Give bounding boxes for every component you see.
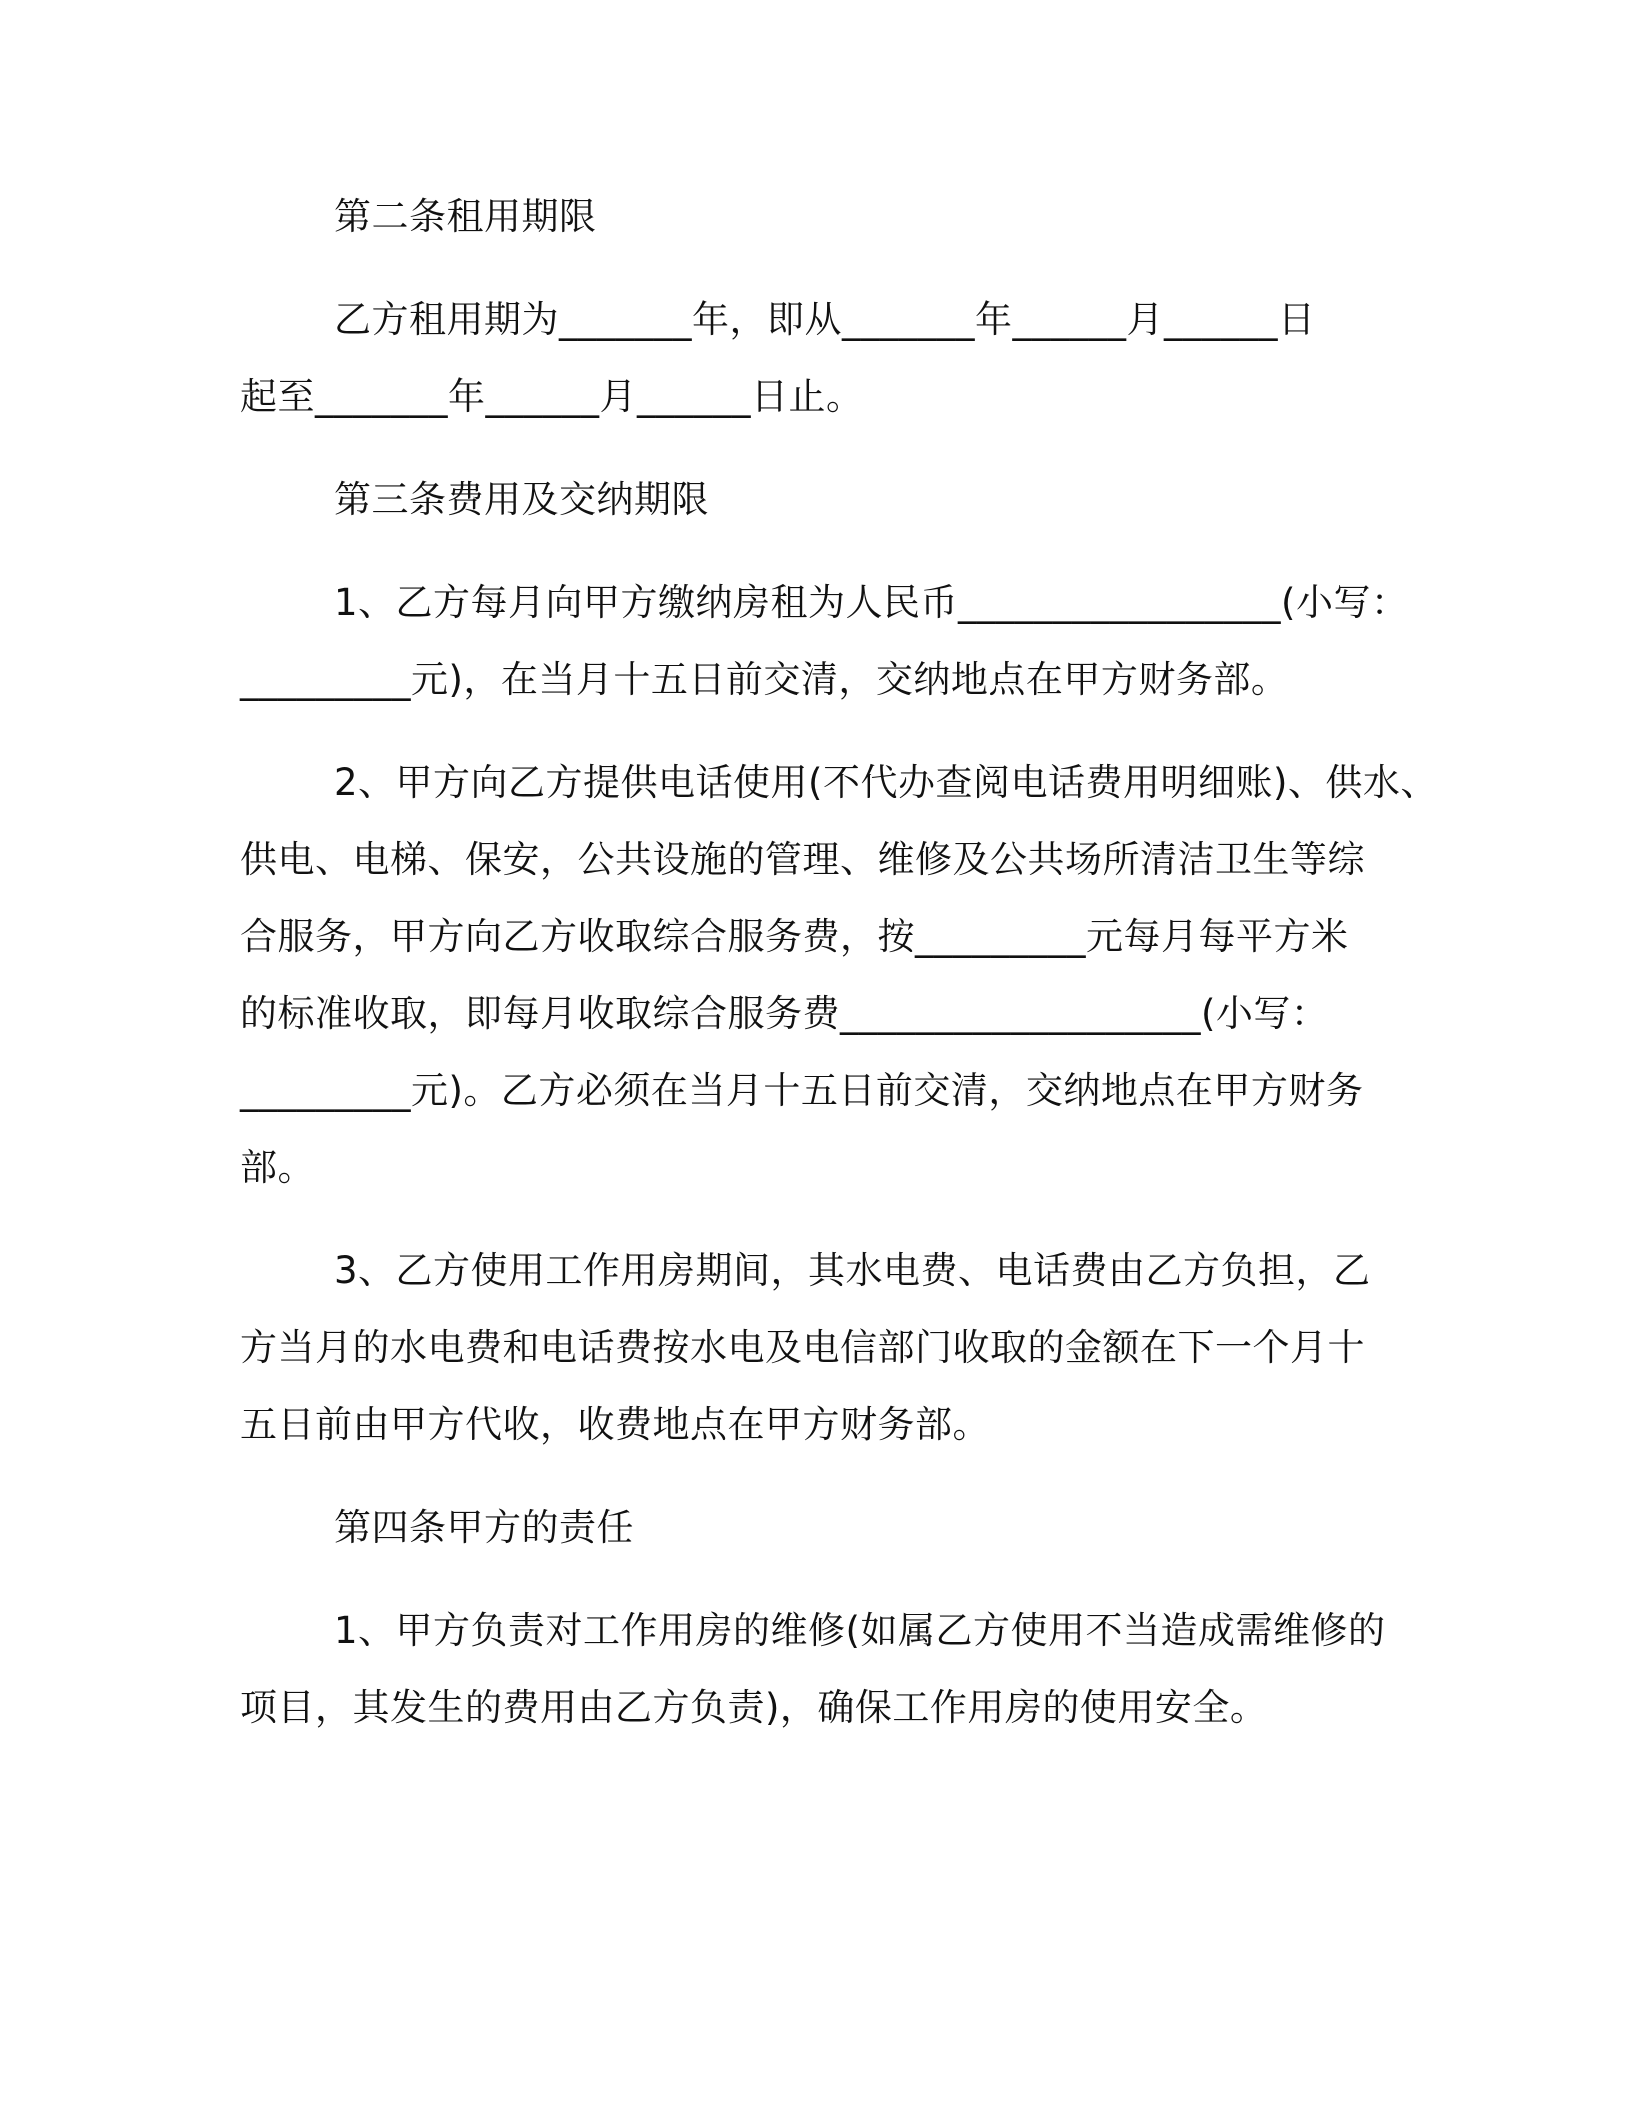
article-3-item-2-line-5: _________元)。乙方必须在当月十五日前交清，交纳地点在甲方财务 <box>240 1069 1364 1112</box>
article-2-heading: 第二条租用期限 <box>334 195 597 238</box>
article-4-item-1-line-1: 1、甲方负责对工作用房的维修(如属乙方使用不当造成需维修的 <box>334 1609 1386 1652</box>
article-4-heading: 第四条甲方的责任 <box>334 1506 634 1549</box>
article-3-item-2-line-6: 部。 <box>240 1146 315 1189</box>
article-3-item-2-line-4: 的标准收取，即每月收取综合服务费___________________(小写： <box>240 992 1329 1035</box>
article-3-heading: 第三条费用及交纳期限 <box>334 478 709 521</box>
article-3-item-3-line-2: 方当月的水电费和电话费按水电及电信部门收取的金额在下一个月十 <box>240 1326 1365 1369</box>
article-3-item-1-line-1: 1、乙方每月向甲方缴纳房租为人民币_________________(小写： <box>334 581 1409 624</box>
article-3-item-2-line-2: 供电、电梯、保安，公共设施的管理、维修及公共场所清洁卫生等综 <box>240 838 1365 881</box>
article-3-item-1-line-2: _________元)，在当月十五日前交清，交纳地点在甲方财务部。 <box>240 658 1289 701</box>
article-3-item-3-line-3: 五日前由甲方代收，收费地点在甲方财务部。 <box>240 1403 990 1446</box>
article-2-paragraph-line-1: 乙方租用期为_______年，即从_______年______月______日 <box>334 298 1316 341</box>
article-3-item-2-line-1: 2、甲方向乙方提供电话使用(不代办查阅电话费用明细账)、供水、 <box>334 761 1438 804</box>
article-2-paragraph-line-2: 起至_______年______月______日止。 <box>240 375 864 418</box>
article-3-item-2-line-3: 合服务，甲方向乙方收取综合服务费，按_________元每月每平方米 <box>240 915 1349 958</box>
article-4-item-1-line-2: 项目，其发生的费用由乙方负责)，确保工作用房的使用安全。 <box>240 1686 1268 1729</box>
article-3-item-3-line-1: 3、乙方使用工作用房期间，其水电费、电话费由乙方负担，乙 <box>334 1249 1371 1292</box>
